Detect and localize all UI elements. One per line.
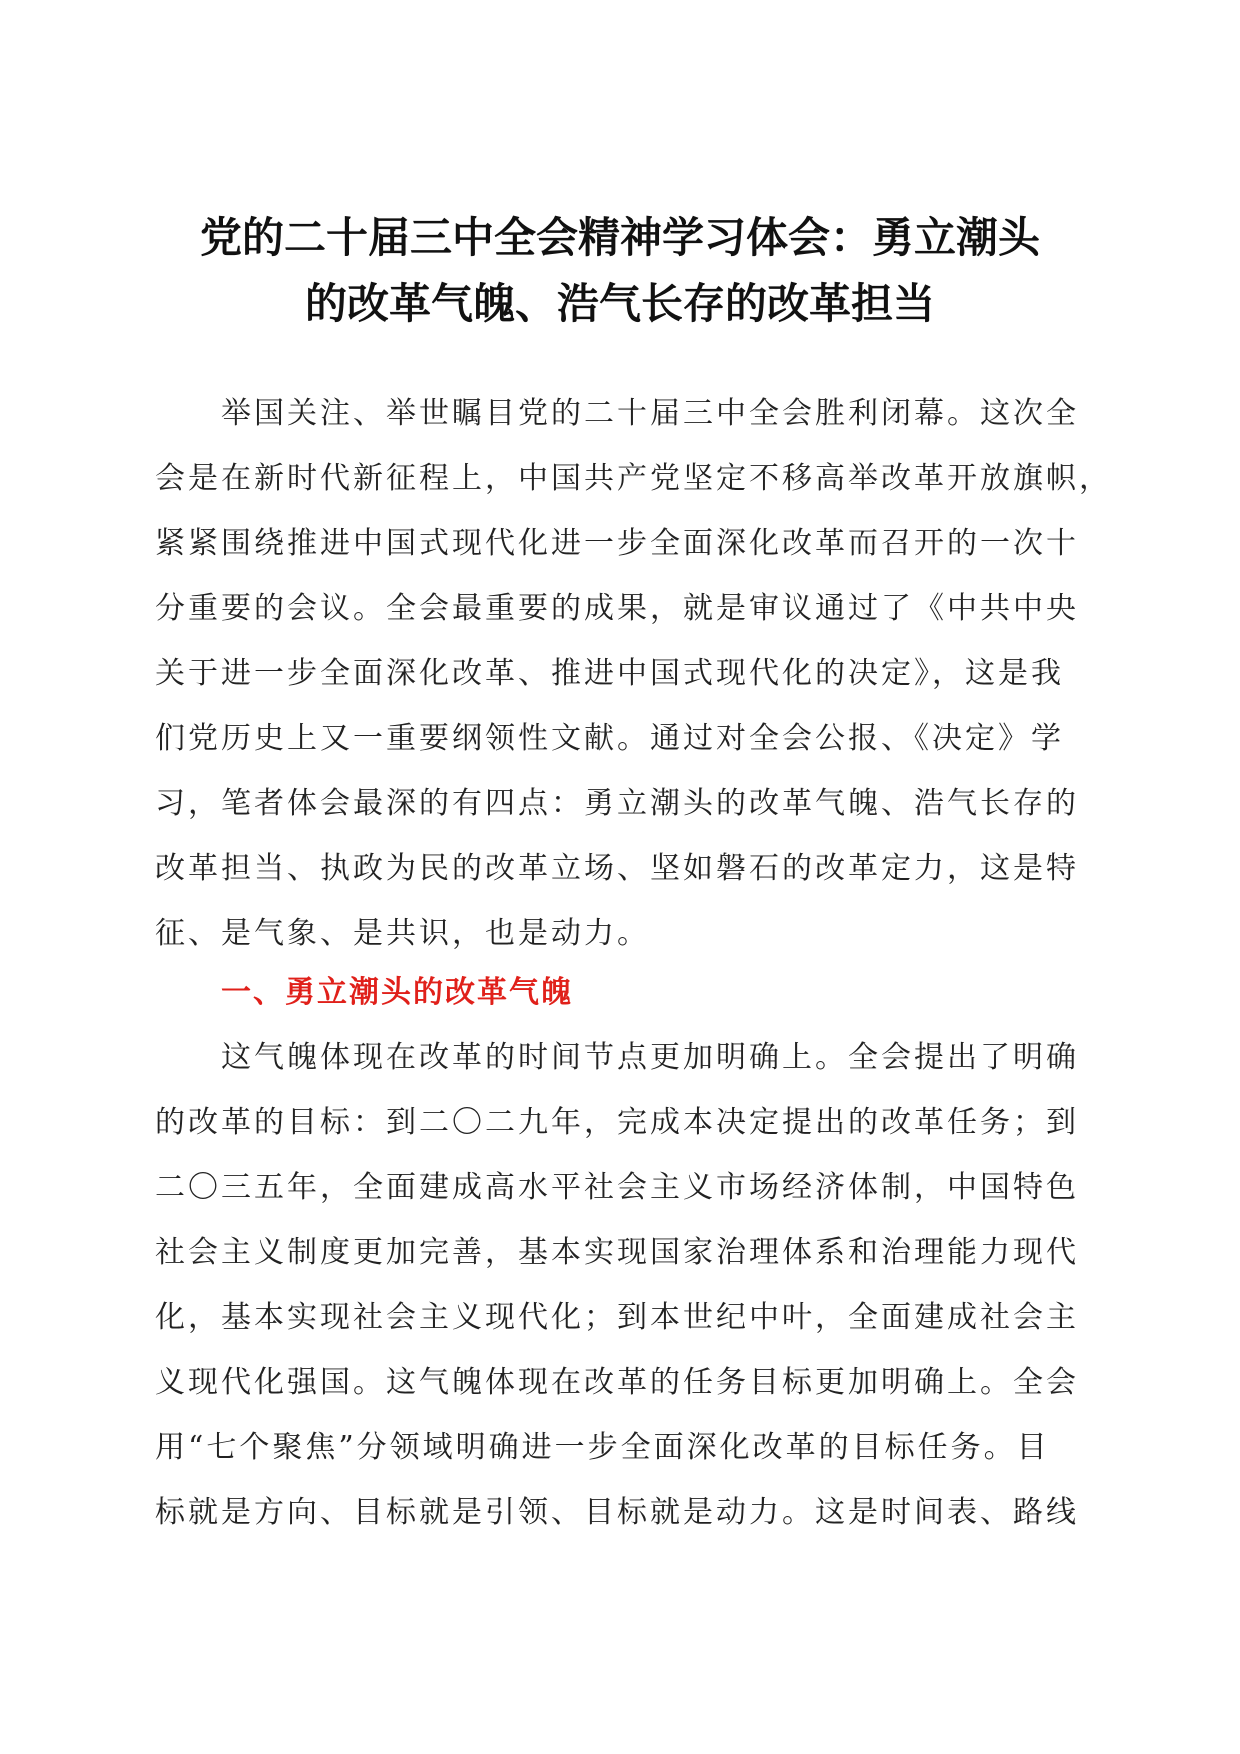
paragraph-line: 紧紧围绕推进中国式现代化进一步全面深化改革而召开的一次十 (155, 526, 1079, 561)
paragraph-line: 标就是方向、目标就是引领、目标就是动力。这是时间表、路线 (155, 1495, 1079, 1530)
paragraph-line: 改革担当、执政为民的改革立场、坚如磐石的改革定力，这是特 (155, 851, 1079, 886)
paragraph-section-one (155, 1025, 1085, 1545)
paragraph-line: 征、是气象、是共识，也是动力。 (155, 916, 650, 951)
paragraph-line: 化，基本实现社会主义现代化；到本世纪中叶，全面建成社会主 (155, 1300, 1079, 1335)
paragraph-line: 社会主义制度更加完善，基本实现国家治理体系和治理能力现代 (155, 1235, 1079, 1270)
paragraph-line: 二〇三五年，全面建成高水平社会主义市场经济体制，中国特色 (155, 1170, 1079, 1205)
paragraph-line: 的改革的目标：到二〇二九年，完成本决定提出的改革任务；到 (155, 1105, 1079, 1140)
paragraph-line: 这气魄体现在改革的时间节点更加明确上。全会提出了明确 (221, 1040, 1079, 1075)
section-heading: 一、勇立潮头的改革气魄 (221, 975, 573, 1010)
title-line: 党的二十届三中全会精神学习体会：勇立潮头 (199, 213, 1040, 262)
document-title (150, 205, 1090, 337)
paragraph-line: 习，笔者体会最深的有四点：勇立潮头的改革气魄、浩气长存的 (155, 786, 1079, 821)
paragraph-line: 义现代化强国。这气魄体现在改革的任务目标更加明确上。全会 (155, 1365, 1079, 1400)
paragraph-line: 关于进一步全面深化改革、推进中国式现代化的决定》，这是我 (155, 656, 1064, 691)
paragraph-line: 举国关注、举世瞩目党的二十届三中全会胜利闭幕。这次全 (221, 396, 1079, 431)
paragraph-line: 会是在新时代新征程上，中国共产党坚定不移高举改革开放旗帜， (155, 461, 1112, 496)
paragraph-line: 分重要的会议。全会最重要的成果，就是审议通过了《中共中央 (155, 591, 1079, 626)
paragraph-line: 们党历史上又一重要纲领性文献。通过对全会公报、《决定》学 (155, 721, 1064, 756)
paragraph-intro (155, 381, 1112, 966)
title-line: 的改革气魄、浩气长存的改革担当 (304, 279, 935, 328)
paragraph-line: 用“七个聚焦”分领域明确进一步全面深化改革的目标任务。目 (155, 1430, 1050, 1465)
